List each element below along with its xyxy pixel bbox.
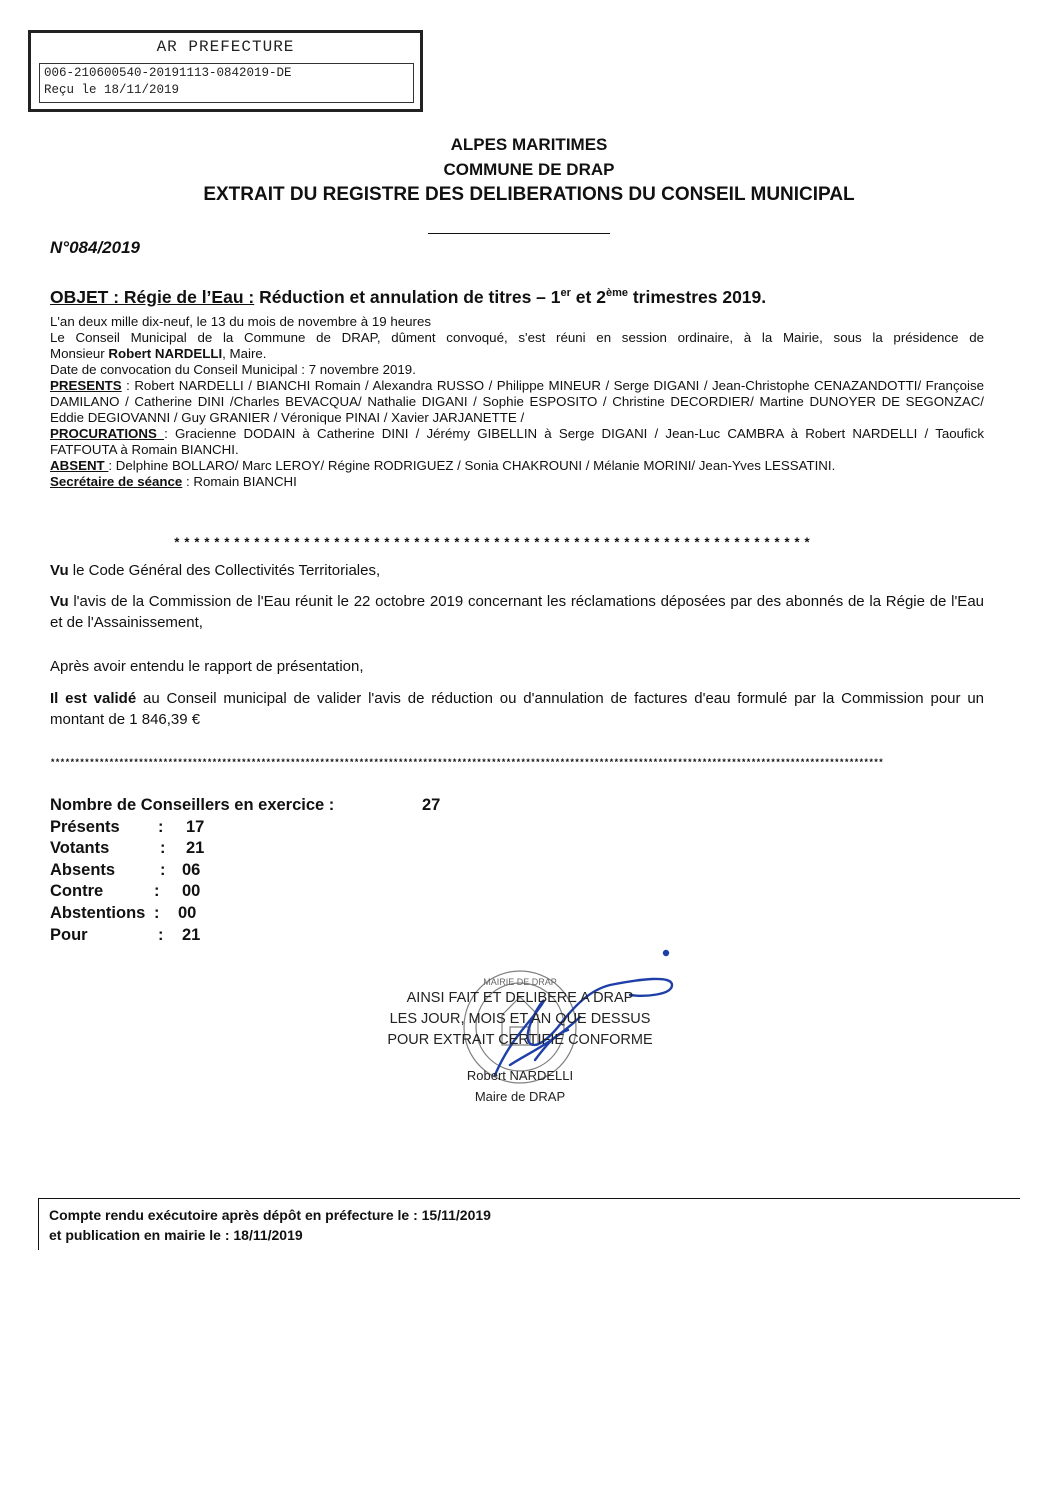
separator-stars-long: ************************************************************************************************************************************************************************** (50, 758, 884, 768)
signature-block (370, 988, 670, 1107)
vu-keyword: Vu (50, 562, 69, 579)
vote-value: 00 (182, 882, 201, 901)
vote-value: 06 (182, 860, 201, 879)
apres-rapport (50, 656, 984, 677)
signature-line-1: AINSI FAIT ET DELIBERE A DRAP (406, 990, 634, 1006)
vote-colon: : (158, 817, 164, 836)
vote-label: Votants (50, 839, 110, 858)
procurations-label: PROCURATIONS (50, 426, 165, 441)
objet-line (50, 287, 766, 308)
vote-colon: : (158, 925, 164, 944)
vote-label: Pour (50, 925, 88, 944)
mayor-name: Robert NARDELLI (466, 1068, 574, 1083)
vu-commission (50, 591, 984, 633)
convocation-date: Date de convocation du Conseil Municipal : 7 novembre 2019. (50, 362, 416, 377)
prefecture-deposit-line: Compte rendu exécutoire après dépôt en préfecture le : 15/11/2019 (49, 1207, 491, 1223)
session-convocation: Le Conseil Municipal de la Commune de DRAP, dûment convoqué, s'est réuni en session ordinaire, à la Mairie, sous la présidence de (50, 330, 984, 345)
conseillers-value: 27 (422, 796, 441, 814)
procurations-list (50, 426, 984, 458)
vote-label: Absents (50, 860, 116, 879)
vote-colon: : (154, 903, 160, 922)
vote-value: 00 (178, 903, 197, 922)
document-title: EXTRAIT DU REGISTRE DES DELIBERATIONS DU CONSEIL MUNICIPAL (203, 184, 855, 205)
publication-line: et publication en mairie le : 18/11/2019 (49, 1227, 303, 1243)
objet-sup-1: er (560, 287, 571, 300)
procurations-names: : Gracienne DODAIN à Catherine DINI / Jérémy GIBELLIN à Serge DIGANI / Jean-Luc CAMBRA à Robert NARDELLI / Taoufick FATFOUTA à Romain BIANCHI. (50, 426, 984, 457)
vu-commission-text: l'avis de la Commission de l'Eau réunit le 22 octobre 2019 concernant les réclamations déposées par des abonnés de la Régie de l'Eau et de l'Assainissement, (50, 593, 984, 631)
vote-value: 17 (186, 817, 205, 836)
vote-label: Contre (50, 882, 104, 901)
session-details (50, 314, 984, 490)
president-prefix: Monsieur (50, 346, 109, 361)
vote-row (50, 860, 470, 882)
objet-sup-2: ème (605, 287, 628, 300)
stamp-title: AR PREFECTURE (156, 38, 295, 56)
seal-text: MAIRIE DE DRAP (483, 977, 557, 987)
objet-text-b: et 2 (570, 287, 606, 307)
signature-line-2: LES JOUR, MOIS ET AN QUE DESSUS (389, 1011, 651, 1027)
deliberation-number: N°084/2019 (50, 238, 140, 257)
presents-names: : Robert NARDELLI / BIANCHI Romain / Alexandra RUSSO / Philippe MINEUR / Serge DIGANI / Jean-Christophe CENAZANDOTTI/ Françoise DAMILANO / Catherine DINI /Charles BEVACQUA/ Nathalie DIGANI / Sophie ESPOSITO / Christine DECORDIER/ Martine DUNOYER DE SEGONZAC/ Eddie DEGIOVANNI / Guy GRANIER / Véronique PINAI / Xavier JARJANETTE / (50, 378, 984, 425)
absent-label: ABSENT (50, 458, 109, 473)
session-president (50, 346, 984, 362)
presents-list (50, 378, 984, 426)
vote-row (50, 903, 470, 925)
conseillers-row (50, 795, 470, 817)
mayor-title: Maire de DRAP (474, 1089, 566, 1104)
conseillers-label: Nombre de Conseillers en exercice : (50, 796, 335, 814)
session-date: L'an deux mille dix-neuf, le 13 du mois de novembre à 19 heures (50, 314, 431, 329)
presents-label: PRESENTS (50, 378, 122, 393)
vote-label: Présents (50, 817, 120, 836)
vote-results (50, 795, 470, 946)
stamp-reference-box (39, 63, 414, 103)
vu-code (50, 560, 984, 581)
decision (50, 688, 984, 730)
prefecture-stamp (28, 30, 423, 112)
decision-keyword: Il est validé (50, 690, 137, 707)
president-suffix: , Maire. (222, 346, 267, 361)
commune-title: COMMUNE DE DRAP (443, 160, 615, 179)
vote-row (50, 838, 470, 860)
vu-code-text: le Code Général des Collectivités Territoriales, (68, 562, 381, 579)
vote-colon: : (160, 860, 166, 879)
execution-box (38, 1198, 1020, 1250)
absent-list (50, 458, 984, 474)
signature-line-3: POUR EXTRAIT CERTIFIE CONFORME (387, 1032, 653, 1048)
vu-keyword-2: Vu (50, 593, 69, 610)
vote-colon: : (160, 839, 166, 858)
objet-label: OBJET : Régie de l’Eau : (50, 287, 255, 307)
decision-text: au Conseil municipal de valider l'avis de réduction ou d'annulation de factures d'eau formulé par la Commission pour un montant de 1 846,39 € (50, 690, 985, 728)
vote-value: 21 (182, 925, 201, 944)
vote-row (50, 881, 470, 903)
vote-row (50, 925, 470, 947)
objet-text-a: Réduction et annulation de titres – 1 (254, 287, 561, 307)
vote-colon: : (154, 882, 160, 901)
president-name: Robert NARDELLI (108, 346, 223, 361)
stamp-received-date: Reçu le 18/11/2019 (44, 83, 180, 97)
apres-rapport-text: Après avoir entendu le rapport de présentation, (50, 658, 364, 675)
secretary-label: Secrétaire de séance (50, 474, 183, 489)
objet-text-c: trimestres 2019. (627, 287, 767, 307)
vote-row (50, 817, 470, 839)
separator-stars: **************************************************************** (173, 536, 814, 551)
vote-label: Abstentions (50, 903, 146, 922)
secretary-line (50, 474, 984, 490)
stamp-reference: 006-210600540-20191113-0842019-DE (44, 66, 292, 80)
absent-names: : Delphine BOLLARO/ Marc LEROY/ Régine RODRIGUEZ / Sonia CHAKROUNI / Mélanie MORINI/ Jean-Yves LESSATINI. (108, 458, 836, 473)
department-title: ALPES MARITIMES (450, 135, 608, 154)
secretary-name: : Romain BIANCHI (182, 474, 297, 489)
vote-value: 21 (186, 839, 205, 858)
header-divider (428, 233, 610, 234)
